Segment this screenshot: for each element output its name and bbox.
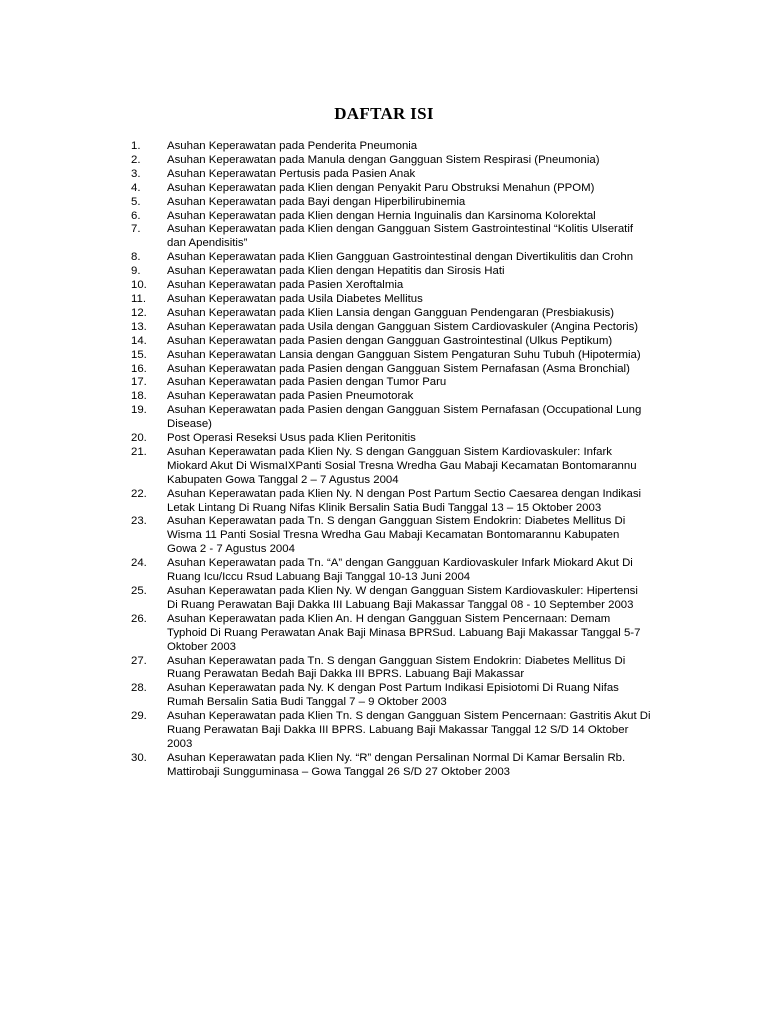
- toc-entry-title: Asuhan Keperawatan pada Klien An. H dengan Gangguan Sistem Pencernaan: Demam Typhoid Di Ruang Perawatan Anak Baji Minasa BPRSud. Labuang Baji Makassar Tanggal 5-7 Oktober 2003: [167, 612, 641, 653]
- toc-entry-title: Asuhan Keperawatan pada Pasien dengan Tumor Paru: [167, 376, 447, 389]
- toc-entry-title: Asuhan Keperawatan pada Pasien Xeroftalmia: [167, 279, 404, 292]
- toc-entry: [131, 432, 651, 446]
- toc-entry-title: Asuhan Keperawatan pada Tn. S dengan Gangguan Sistem Endokrin: Diabetes Mellitus Di Ruang Perawatan Bedah Baji Dakka III BPRS. Labuang Baji Makassar: [167, 654, 626, 681]
- toc-entry-number: 17.: [131, 376, 147, 389]
- toc-entry-title: Asuhan Keperawatan pada Klien dengan Gangguan Sistem Gastrointestinal “Kolitis Ulseratif dan Apendisitis”: [167, 223, 634, 250]
- toc-entry-title: Asuhan Keperawatan pada Klien dengan Hepatitis dan Sirosis Hati: [167, 265, 505, 278]
- toc-entry-number: 18.: [131, 390, 147, 403]
- toc-entry-number: 6.: [131, 209, 141, 222]
- toc-entry: [131, 321, 651, 335]
- toc-entry-title: Asuhan Keperawatan pada Manula dengan Gangguan Sistem Respirasi (Pneumonia): [167, 153, 600, 166]
- toc-entry: [131, 265, 651, 279]
- toc-entry-number: 7.: [131, 223, 141, 236]
- toc-entry-number: 4.: [131, 181, 141, 194]
- toc-entry-number: 15.: [131, 348, 147, 361]
- toc-entry-number: 3.: [131, 167, 141, 180]
- toc-entry-number: 28.: [131, 682, 147, 695]
- toc-entry-number: 21.: [131, 445, 147, 458]
- toc-entry: [131, 279, 651, 293]
- toc-entry-title: Asuhan Keperawatan pada Tn. S dengan Gangguan Sistem Endokrin: Diabetes Mellitus Di Wisma 11 Panti Sosial Tresna Wredha Gau Mabaji Kecamatan Bontomarannu Kabupaten Gowa 2 - 7 Agustus 2004: [167, 515, 626, 556]
- toc-entry: [131, 154, 651, 168]
- toc-entry-title: Asuhan Keperawatan pada Bayi dengan Hiperbilirubinemia: [167, 195, 466, 208]
- toc-entry-title: Asuhan Keperawatan pada Klien Gangguan Gastrointestinal dengan Divertikulitis dan Crohn: [167, 251, 634, 264]
- toc-entry: [131, 655, 651, 683]
- toc-entry-number: 24.: [131, 557, 147, 570]
- toc-entry-title: Asuhan Keperawatan pada Pasien dengan Gangguan Sistem Pernafasan (Occupational Lung Disease): [167, 404, 642, 431]
- toc-entry-number: 10.: [131, 279, 147, 292]
- toc-entry-number: 2.: [131, 153, 141, 166]
- toc-entry-number: 14.: [131, 334, 147, 347]
- toc-entry-number: 25.: [131, 585, 147, 597]
- toc-entry-title: Asuhan Keperawatan pada Tn. “A” dengan Gangguan Kardiovaskuler Infark Miokard Akut Di Ruang Icu/Iccu Rsud Labuang Baji Tanggal 10-13 Juni 2004: [167, 557, 633, 584]
- toc-entry-title: Asuhan Keperawatan pada Klien Tn. S dengan Gangguan Sistem Pencernaan: Gastritis Akut Di Ruang Perawatan Baji Dakka III BPRS. Labuang Baji Makassar Tanggal 12 S/D 14 Oktober 2003: [167, 710, 651, 750]
- toc-entry-title: Asuhan Keperawatan pada Klien Lansia dengan Gangguan Pendengaran (Presbiakusis): [167, 306, 615, 319]
- toc-entry-title: Asuhan Keperawatan pada Klien Ny. “R” dengan Persalinan Normal Di Kamar Bersalin Rb. Mattirobaji Sungguminasa – Gowa Tanggal 26 S/D 27 Oktober 2003: [167, 751, 626, 778]
- toc-entry: [131, 376, 651, 390]
- toc-entry-number: 1.: [131, 140, 141, 152]
- toc-entry: [131, 613, 651, 655]
- toc-entry: [131, 182, 651, 196]
- toc-entry: [131, 446, 651, 488]
- toc-entry-title: Asuhan Keperawatan Lansia dengan Gangguan Sistem Pengaturan Suhu Tubuh (Hipotermia): [167, 348, 641, 361]
- toc-entry: [131, 140, 651, 154]
- toc-entry-number: 27.: [131, 654, 147, 667]
- toc-entry: [131, 293, 651, 307]
- toc-entry-number: 12.: [131, 306, 147, 319]
- toc-entry: [131, 515, 651, 557]
- toc-entry-title: Asuhan Keperawatan pada Klien Ny. S dengan Gangguan Sistem Kardiovaskuler: Infark Miokard Akut Di WismaIXPanti Sosial Tresna Wredha Gau Mabaji Kecamatan Bontomarannu Kabupaten Gowa Tanggal 2 – 7 Agustus 2004: [167, 445, 637, 486]
- toc-entry-title: Asuhan Keperawatan pada Pasien dengan Gangguan Sistem Pernafasan (Asma Bronchial): [167, 362, 630, 375]
- table-of-contents: [131, 140, 651, 780]
- toc-entry-title: Asuhan Keperawatan pada Usila dengan Gangguan Sistem Cardiovaskuler (Angina Pectoris): [167, 320, 639, 333]
- toc-entry-number: 30.: [131, 751, 147, 764]
- toc-entry-title: Asuhan Keperawatan pada Usila Diabetes Mellitus: [167, 292, 423, 305]
- toc-entry-title: Asuhan Keperawatan Pertusis pada Pasien Anak: [167, 167, 416, 180]
- toc-entry-number: 22.: [131, 487, 147, 500]
- toc-entry: [131, 363, 651, 377]
- toc-entry-title: Asuhan Keperawatan pada Klien Ny. W dengan Gangguan Sistem Kardiovaskuler: Hipertensi Di Ruang Perawatan Baji Dakka III Labuang Baji Makassar Tanggal 08 - 10 September 2003: [167, 585, 638, 611]
- toc-entry: [131, 335, 651, 349]
- toc-entry-title: Asuhan Keperawatan pada Pasien dengan Gangguan Gastrointestinal (Ulkus Peptikum): [167, 334, 613, 347]
- toc-entry: [131, 196, 651, 210]
- toc-entry-number: 29.: [131, 710, 147, 723]
- toc-entry: [131, 168, 651, 182]
- toc-entry-number: 20.: [131, 432, 147, 445]
- toc-entry-number: 8.: [131, 251, 141, 264]
- toc-entry: [131, 404, 651, 432]
- toc-entry-number: 16.: [131, 362, 147, 375]
- toc-entry: [131, 710, 651, 752]
- toc-entry: [131, 585, 651, 613]
- toc-entry: [131, 251, 651, 265]
- toc-entry-number: 11.: [131, 292, 146, 305]
- toc-entry-number: 23.: [131, 515, 147, 528]
- toc-entry-number: 26.: [131, 612, 147, 625]
- toc-entry-title: Asuhan Keperawatan pada Ny. K dengan Post Partum Indikasi Episiotomi Di Ruang Nifas Rumah Bersalin Satia Budi Tanggal 7 – 9 Oktober 2003: [167, 682, 619, 709]
- toc-entry: [131, 349, 651, 363]
- toc-entry-number: 5.: [131, 195, 141, 208]
- toc-entry-number: 19.: [131, 404, 147, 417]
- toc-entry-title: Asuhan Keperawatan pada Penderita Pneumonia: [167, 140, 418, 152]
- toc-entry-number: 13.: [131, 320, 147, 333]
- toc-entry: [131, 210, 651, 224]
- toc-entry: [131, 307, 651, 321]
- toc-entry: [131, 223, 651, 251]
- toc-entry-title: Post Operasi Reseksi Usus pada Klien Peritonitis: [167, 432, 416, 445]
- toc-entry-number: 9.: [131, 265, 141, 278]
- toc-entry: [131, 488, 651, 516]
- toc-entry: [131, 390, 651, 404]
- toc-entry: [131, 682, 651, 710]
- page-title: DAFTAR ISI: [334, 104, 434, 123]
- toc-entry: [131, 557, 651, 585]
- toc-entry-title: Asuhan Keperawatan pada Pasien Pneumotorak: [167, 390, 414, 403]
- toc-entry-title: Asuhan Keperawatan pada Klien dengan Penyakit Paru Obstruksi Menahun (PPOM): [167, 181, 595, 194]
- toc-entry-title: Asuhan Keperawatan pada Klien Ny. N dengan Post Partum Sectio Caesarea dengan Indikasi Letak Lintang Di Ruang Nifas Klinik Bersalin Satia Budi Tanggal 13 – 15 Oktober 2003: [167, 487, 642, 514]
- toc-entry: [131, 752, 651, 780]
- toc-entry-title: Asuhan Keperawatan pada Klien dengan Hernia Inguinalis dan Karsinoma Kolorektal: [167, 209, 596, 222]
